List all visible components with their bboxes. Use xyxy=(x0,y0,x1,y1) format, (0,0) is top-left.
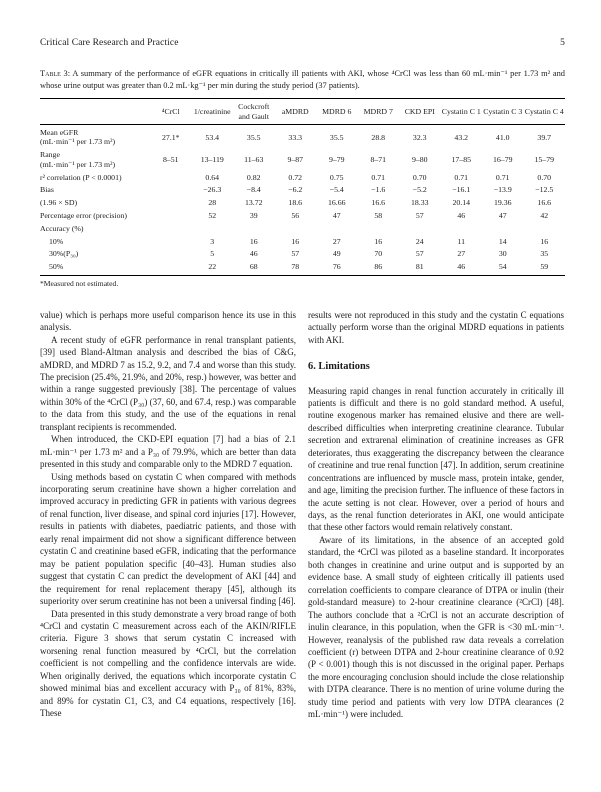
table-cell: 11–63 xyxy=(244,155,264,165)
results-table-head xyxy=(40,99,565,125)
table-cell: 22 xyxy=(208,262,217,272)
table-cell xyxy=(399,222,441,235)
table-row xyxy=(40,171,565,184)
table-cell: 46 xyxy=(457,210,466,220)
table-cell: 5 xyxy=(210,249,215,259)
column-header: CKD EPI xyxy=(399,99,441,125)
table-cell: 57 xyxy=(291,249,300,259)
table-cell xyxy=(482,222,524,235)
paragraph: Measuring rapid changes in renal function accurately in critically ill patients is difficult and there is no gold standard method. A useful, routine exogenous marker has remained elusive and there are well-described difficulties when interpreting creatinine clearance. Tubular secretion and extrarenal elimination of creatinine increases as GFR deteriorates, thus exaggerating the discrepancy between the clearance of creatinine and true renal function [47]. In addition, serum creatinine concentrations are influenced by muscle mass, protein intake, gender, and age, limiting the precision further. The influence of these factors in the acute setting is not clear. However, over a period of hours and days, as the renal function deteriorates in AKI, one would anticipate that these other factors would remain relatively constant. xyxy=(308,385,564,533)
table-cell: 39.7 xyxy=(537,132,552,142)
table-cell: 18.33 xyxy=(410,198,429,208)
table-cell: 16.6 xyxy=(371,198,386,208)
table-cell: 9–80 xyxy=(411,155,428,165)
table-cell: 15–79 xyxy=(534,155,554,165)
table-cell: 57 xyxy=(415,210,424,220)
row-label: Mean eGFR (mL·min⁻¹ per 1.73 m²) xyxy=(40,124,150,148)
table-cell: 68 xyxy=(249,262,258,272)
table-caption xyxy=(40,68,565,91)
table-cell xyxy=(150,248,192,261)
body-text xyxy=(40,309,565,721)
table-row xyxy=(40,222,565,235)
table-cell: 27 xyxy=(457,249,466,259)
table-row xyxy=(40,149,565,171)
table-cell xyxy=(441,222,483,235)
table-cell: 20.14 xyxy=(452,198,471,208)
paragraph: Aware of its limitations, in the absence of an accepted gold standard, the ⁴CrCl was piloted as a baseline standard. It incorporates both changes in creatinine and urine output and is supported by an evidence base. A small study of eighteen critically ill patients used correlation coefficients to compare clearance of DTPA or inulin (their gold-standard measure) to 2-hour creatinine clearance (²CrCl) [48]. The authors conclude that a ²CrCl is not an accurate description of inulin clearance, in this population, when the GFR is <30 mL·min⁻¹. However, reanalysis of the published raw data reveals a correlation coefficient (r) between DTPA and 2-hour creatinine clearance of 0.92 (P < 0.001) though this is not discussed in the original paper. Perhaps the more encouraging conclusion should include the close relationship with DTPA clearance. There is no mention of urine volume during the study time period and patients with very low DTPA clearances (2 mL·min⁻¹) were included. xyxy=(308,534,564,720)
corner-cell xyxy=(40,99,150,125)
table-row xyxy=(40,248,565,261)
table-cell: 27 xyxy=(332,236,341,246)
running-head xyxy=(40,38,565,48)
table-cell: 16–79 xyxy=(493,155,513,165)
table-cell: 0.70 xyxy=(412,172,427,182)
table-cell: 35.5 xyxy=(329,132,344,142)
table-cell: 70 xyxy=(374,249,383,259)
table-cell: 58 xyxy=(374,210,383,220)
table-cell: −6.2 xyxy=(288,185,303,195)
table-cell: 9–79 xyxy=(328,155,345,165)
table-row xyxy=(40,197,565,210)
table-cell: 16 xyxy=(291,236,300,246)
table-cell: 13–119 xyxy=(200,155,224,165)
table-cell: 0.71 xyxy=(495,172,510,182)
table-cell: 17–85 xyxy=(451,155,471,165)
table-cell: 18.6 xyxy=(288,198,303,208)
table-footnote: *Measured not estimated. xyxy=(40,278,119,288)
results-table-body xyxy=(40,124,565,275)
table-cell xyxy=(358,222,400,235)
table-cell: −13.9 xyxy=(493,185,512,195)
row-label: r² correlation (P < 0.0001) xyxy=(40,172,122,182)
table-row xyxy=(40,124,565,148)
paragraph: When introduced, the CKD-EPI equation [7] had a bias of 2.1 mL·min⁻¹ per 1.73 m² and a P₃₀ of 79.9%, which are better than data presented in this study and comparable only to the MDRD 7 equation. xyxy=(40,434,296,470)
table-cell xyxy=(150,222,192,235)
table-cell: 3 xyxy=(210,236,215,246)
table-cell: 39 xyxy=(249,210,258,220)
table-cell: 30 xyxy=(498,249,507,259)
table-cell xyxy=(150,171,192,184)
row-label-units: (mL·min⁻¹ per 1.73 m²) xyxy=(40,137,116,147)
table-cell: 56 xyxy=(291,210,300,220)
table-cell: 13.72 xyxy=(244,198,263,208)
table-cell xyxy=(150,209,192,222)
table-cell: 28.8 xyxy=(371,132,386,142)
table-cell: −5.2 xyxy=(412,185,427,195)
table-cell xyxy=(150,184,192,197)
column-header: 1/creatinine xyxy=(192,99,234,125)
row-label: (1.96 × SD) xyxy=(40,198,78,208)
table-cell: 28 xyxy=(208,198,217,208)
paragraph: value) which is perhaps more useful comparison hence its use in this analysis. xyxy=(40,309,296,333)
table-cell: 14 xyxy=(498,236,507,246)
table-caption-text: A summary of the performance of eGFR equations in critically ill patients with AKI, whose ⁴CrCl was less than 60 mL·min⁻¹ per 1.73 m² and whose urine output was greater than 0.2 mL·kg⁻¹ per min during the study period (37 patients). xyxy=(40,69,565,90)
page-number: 5 xyxy=(560,38,565,48)
table-cell: 16 xyxy=(540,236,549,246)
table-cell: 54 xyxy=(498,262,507,272)
table-cell xyxy=(192,222,234,235)
table-cell: 42 xyxy=(540,210,549,220)
table-row xyxy=(40,261,565,276)
table-cell: 32.3 xyxy=(412,132,427,142)
table-cell: 0.71 xyxy=(371,172,386,182)
table-cell: −8.4 xyxy=(246,185,261,195)
table-cell: 46 xyxy=(249,249,258,259)
table-cell: 16 xyxy=(249,236,258,246)
row-label: Accuracy (%) xyxy=(40,223,84,233)
row-label: Percentage error (precision) xyxy=(40,210,128,220)
table-cell: −5.4 xyxy=(329,185,344,195)
paragraph: Data presented in this study demonstrate a very broad range of both ⁴CrCl and cystatin C measurement across each of the AKIN/RIFLE criteria. Figure 3 shows that serum cystatin C increased with worsening renal function measured by ⁴CrCl, but the correlation coefficient is not compelling and the confidence intervals are wide. When originally derived, the equations which incorporate cystatin C showed minimal bias and excellent accuracy with P₃₀ of 81%, 83%, and 89% for cystatin C1, C3, and C4 equations, respectively [16]. These xyxy=(40,608,296,719)
column-header: Cystatin C 1 xyxy=(441,99,483,125)
row-label: 10% xyxy=(49,236,64,246)
table-row xyxy=(40,184,565,197)
table-cell: 33.3 xyxy=(288,132,303,142)
table-cell xyxy=(316,222,358,235)
row-label-units: (mL·min⁻¹ per 1.73 m²) xyxy=(40,159,116,169)
table-cell: 0.70 xyxy=(537,172,552,182)
table-cell: 16 xyxy=(374,236,383,246)
right-column xyxy=(308,309,564,721)
table-cell: 9–87 xyxy=(287,155,304,165)
table-caption-label: Table 3: xyxy=(40,69,71,78)
paragraph: Using methods based on cystatin C when compared with methods incorporating serum creatinine have shown a higher correlation and improved accuracy in predicting GFR in patients with various degrees of renal function, liver disease, and spinal cord injuries [17]. However, results in patients with diabetes, paediatric patients, and those with early renal impairment did not show a significant difference between cystatin C and creatinine based eGFR, indicating that the performance may be patient population specific [40–43]. Human studies also suggest that cystatin C can predict the development of AKI [44] and the requirement for renal replacement therapy [45], although its superiority over serum creatinine has not been a universal finding [46]. xyxy=(40,471,296,607)
section-heading: 6. Limitations xyxy=(308,361,370,373)
column-header: MDRD 6 xyxy=(316,99,358,125)
table-cell xyxy=(150,197,192,210)
table-cell: 27.1* xyxy=(161,132,180,142)
paragraph: results were not reproduced in this study and the cystatin C equations actually perform worse than the original MDRD equations in patients with AKI. xyxy=(308,309,564,345)
row-label: Bias xyxy=(40,185,54,195)
left-column xyxy=(40,309,296,721)
table-cell xyxy=(275,222,317,235)
column-header: ⁴CrCl xyxy=(150,99,192,125)
table-cell: 24 xyxy=(415,236,424,246)
table-cell: 78 xyxy=(291,262,300,272)
table-cell: 0.64 xyxy=(205,172,220,182)
row-label: 30%(P₃₀) xyxy=(49,249,79,259)
table-row xyxy=(40,235,565,248)
table-cell xyxy=(150,261,192,276)
column-header: Cockcroft and Gault xyxy=(233,99,275,125)
row-label: 50% xyxy=(49,262,64,272)
table-cell: −1.6 xyxy=(371,185,386,195)
table-row xyxy=(40,209,565,222)
table-cell xyxy=(150,235,192,248)
table-cell: 76 xyxy=(332,262,341,272)
table-cell: 86 xyxy=(374,262,383,272)
table-cell: 53.4 xyxy=(205,132,220,142)
table-cell: 16.66 xyxy=(327,198,346,208)
table-cell: 19.36 xyxy=(493,198,512,208)
column-header: Cystatin C 3 xyxy=(482,99,524,125)
header-row xyxy=(40,99,565,125)
table-cell: 0.71 xyxy=(454,172,469,182)
paragraph: A recent study of eGFR performance in renal transplant patients, [39] used Bland-Altman analysis and described the bias of C&G, aMDRD, and MDRD 7 as 15.2, 9.2, and 7.4 and worse than this study. The precision (25.4%, 21.9%, and 20%, resp.) however, was better and within a range suggested previously [38]. The percentage of values within 30% of the ⁴CrCl (P₃₀) (37, 60, and 67.4, resp.) was comparable to the data from this study, and the use of the equations in renal transplant recipients is recommended. xyxy=(40,334,296,432)
column-header: MDRD 7 xyxy=(358,99,400,125)
table-cell: 43.2 xyxy=(454,132,469,142)
column-header: Cystatin C 4 xyxy=(524,99,566,125)
table-cell: 57 xyxy=(415,249,424,259)
column-header: aMDRD xyxy=(275,99,317,125)
journal-title: Critical Care Research and Practice xyxy=(40,38,179,48)
table-cell: 8–51 xyxy=(162,155,179,165)
table-cell: 0.72 xyxy=(288,172,303,182)
table-cell xyxy=(524,222,566,235)
table-cell: −16.1 xyxy=(452,185,471,195)
row-label: Range (mL·min⁻¹ per 1.73 m²) xyxy=(40,149,150,171)
table-cell: 11 xyxy=(457,236,465,246)
table-cell: 49 xyxy=(332,249,341,259)
table-cell: 8–71 xyxy=(370,155,387,165)
table-cell: 59 xyxy=(540,262,549,272)
table-cell: 0.82 xyxy=(246,172,261,182)
table-cell: 81 xyxy=(415,262,424,272)
table-cell: 47 xyxy=(332,210,341,220)
table-cell: 0.75 xyxy=(329,172,344,182)
table-cell: −26.3 xyxy=(203,185,222,195)
table-cell: 16.6 xyxy=(537,198,552,208)
table-cell: 52 xyxy=(208,210,217,220)
table-cell: 47 xyxy=(498,210,507,220)
table-cell: 41.0 xyxy=(495,132,510,142)
results-table xyxy=(40,98,565,276)
table-cell: 46 xyxy=(457,262,466,272)
table-cell: 35 xyxy=(540,249,549,259)
table-cell xyxy=(233,222,275,235)
table-cell: −12.5 xyxy=(535,185,554,195)
table-cell: 35.5 xyxy=(246,132,261,142)
